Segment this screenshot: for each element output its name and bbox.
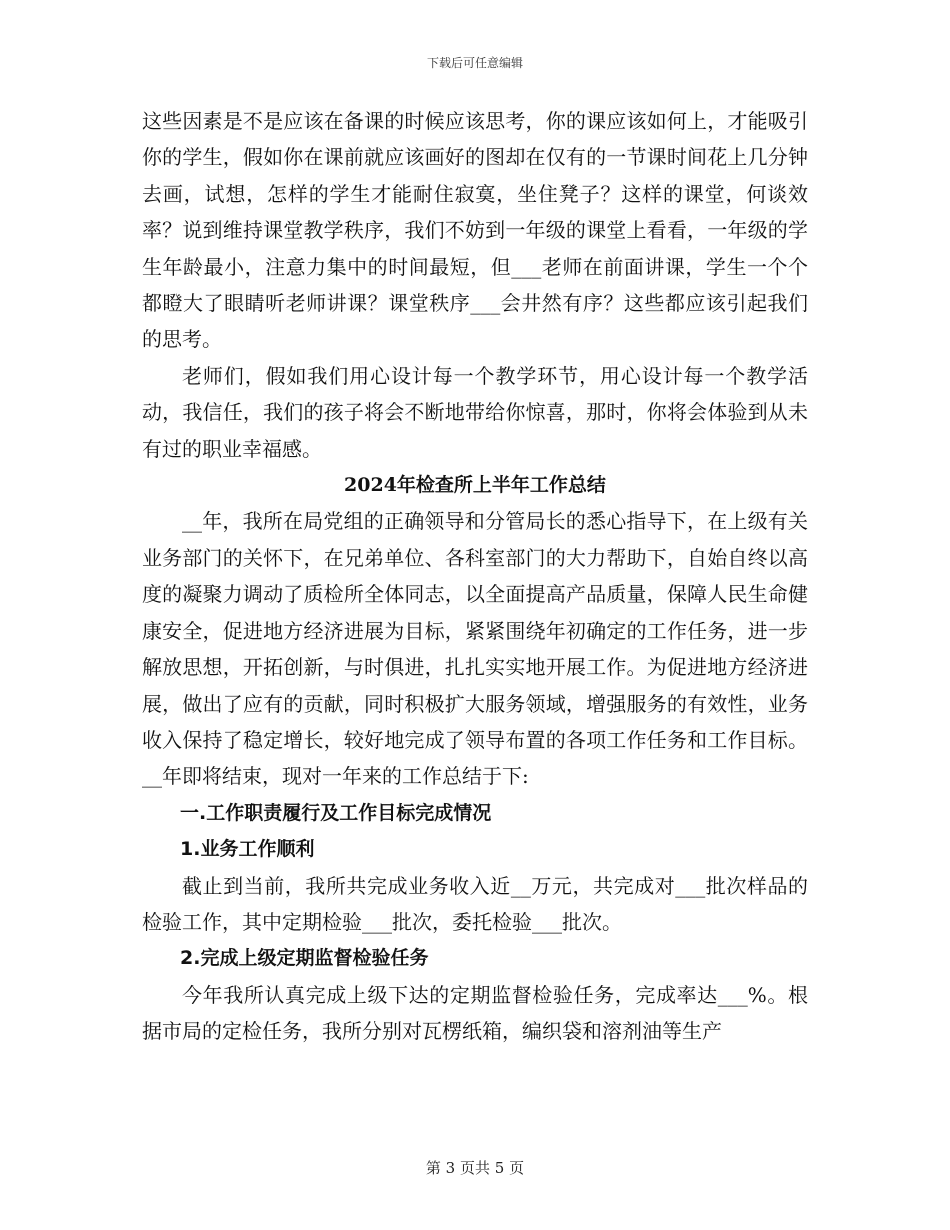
paragraph-4: 截止到当前，我所共完成业务收入近__万元，共完成对___批次样品的检验工作，其中定期检验___批次，委托检验___批次。: [142, 873, 808, 934]
document-body: [142, 103, 808, 1050]
page-header-note: 下载后可任意编辑: [426, 56, 523, 70]
section-heading-3: 2.完成上级定期监督检验任务: [180, 947, 429, 970]
section-heading-2: 1.业务工作顺利: [180, 838, 315, 861]
document-title: 2024年检查所上半年工作总结: [344, 474, 606, 497]
page-number: 第 3 页共 5 页: [425, 1159, 525, 1177]
section-heading-1: 一.工作职责履行及工作目标完成情况: [180, 801, 492, 824]
paragraph-3: __年，我所在局党组的正确领导和分管局长的悉心指导下，在上级有关业务部门的关怀下，在兄弟单位、各科室部门的大力帮助下，自始自终以高度的凝聚力调动了质检所全体同志，以全面提高产品质量，保障人民生命健康安全，促进地方经济进展为目标，紧紧围绕年初确定的工作任务，进一步解放思想，开拓创新，与时俱进，扎扎实实地开展工作。为促进地方经济进展，做出了应有的贡献，同时积极扩大服务领域，增强服务的有效性，业务收入保持了稳定增长，较好地完成了领导布置的各项工作任务和工作目标。__年即将结束，现对一年来的工作总结于下:: [142, 509, 808, 789]
paragraph-5: 今年我所认真完成上级下达的定期监督检验任务，完成率达___%。根据市局的定检任务，我所分别对瓦楞纸箱，编织袋和溶剂油等生产: [142, 982, 808, 1044]
paragraph-2: 老师们，假如我们用心设计每一个教学环节，用心设计每一个教学活动，我信任，我们的孩子将会不断地带给你惊喜，那时，你将会体验到从未有过的职业幸福感。: [142, 363, 808, 461]
paragraph-1: 这些因素是不是应该在备课的时候应该思考，你的课应该如何上，才能吸引你的学生，假如你在课前就应该画好的图却在仅有的一节课时间花上几分钟去画，试想，怎样的学生才能耐住寂寞，坐住凳子？这样的课堂，何谈效率？说到维持课堂教学秩序，我们不妨到一年级的课堂上看看，一年级的学生年龄最小，注意力集中的时间最短，但___老师在前面讲课，学生一个个都瞪大了眼睛听老师讲课？课堂秩序___会井然有序？这些都应该引起我们的思考。: [142, 109, 808, 352]
